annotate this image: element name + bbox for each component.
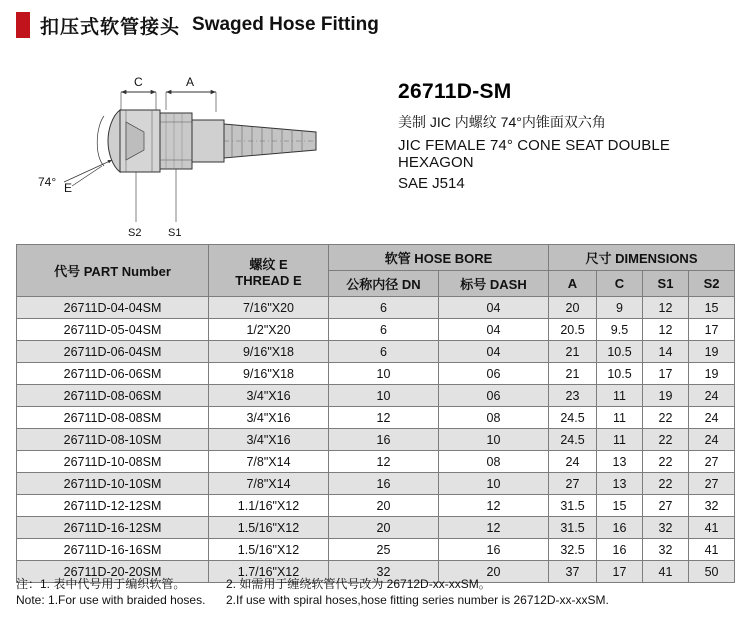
cell-c: 11 [597,407,643,429]
cell-s1: 32 [643,539,689,561]
specification-table [16,244,735,583]
cell-s2: 24 [689,385,735,407]
table-row [17,451,735,473]
cell-part-number: 26711D-10-08SM [17,451,209,473]
cell-s2: 41 [689,517,735,539]
table-row [17,539,735,561]
table-row [17,319,735,341]
col-header-a: A [549,271,597,297]
product-description-en: JIC FEMALE 74° CONE SEAT DOUBLE HEXAGON [398,137,670,171]
cell-a: 27 [549,473,597,495]
cell-c: 9.5 [597,319,643,341]
header-accent-bar [16,12,30,38]
cell-a: 23 [549,385,597,407]
cell-dn: 16 [329,473,439,495]
cell-s1: 22 [643,407,689,429]
note-row-cn [16,576,734,592]
cell-c: 10.5 [597,341,643,363]
cell-a: 37 [549,561,597,583]
cell-dash: 04 [439,341,549,363]
cell-c: 13 [597,451,643,473]
cell-s1: 17 [643,363,689,385]
header-title-en: Swaged Hose Fitting [192,14,379,35]
table-row [17,341,735,363]
cell-thread: 1.5/16"X12 [209,539,329,561]
cell-a: 20 [549,297,597,319]
svg-text:E: E [64,181,73,195]
cell-c: 15 [597,495,643,517]
cell-s1: 41 [643,561,689,583]
cell-dn: 12 [329,407,439,429]
cell-a: 31.5 [549,495,597,517]
cell-dash: 12 [439,495,549,517]
cell-a: 24.5 [549,407,597,429]
svg-text:A: A [186,75,195,89]
cell-s1: 22 [643,473,689,495]
cell-dn: 6 [329,319,439,341]
table-body [17,297,735,583]
cell-s2: 19 [689,363,735,385]
col-header-dn: 公称内径 DN [329,271,439,297]
table-row [17,429,735,451]
cell-s2: 27 [689,473,735,495]
cell-dn: 10 [329,363,439,385]
cell-part-number: 26711D-08-10SM [17,429,209,451]
header-title-cn: 扣压式软管接头 [40,16,181,38]
cell-part-number: 26711D-08-06SM [17,385,209,407]
cell-part-number: 26711D-08-08SM [17,407,209,429]
cell-s1: 19 [643,385,689,407]
cell-part-number: 26711D-04-04SM [17,297,209,319]
col-header-c: C [597,271,643,297]
cell-part-number: 26711D-16-16SM [17,539,209,561]
cell-part-number: 26711D-20-20SM [17,561,209,583]
product-overview [0,42,750,239]
cell-c: 11 [597,429,643,451]
cell-dn: 20 [329,495,439,517]
table-header-row-1 [17,245,735,271]
table-row [17,363,735,385]
col-header-part-number: 代号 PART Number [17,245,209,297]
cell-c: 17 [597,561,643,583]
col-header-s2: S2 [689,271,735,297]
svg-text:S1: S1 [168,227,182,239]
col-header-thread-cn: 螺纹 E [249,256,288,272]
table-row [17,495,735,517]
cell-dash: 16 [439,539,549,561]
cell-s1: 12 [643,319,689,341]
cell-dash: 08 [439,451,549,473]
cell-dash: 04 [439,297,549,319]
cell-s1: 14 [643,341,689,363]
note-cn-2: 2. 如需用于缠绕软管代号改为 26712D-xx-xxSM。 [226,577,491,591]
col-header-hose-bore: 软管 HOSE BORE [329,245,549,271]
svg-text:S2: S2 [128,227,142,239]
cell-thread: 9/16"X18 [209,341,329,363]
cell-dn: 6 [329,341,439,363]
cell-a: 21 [549,363,597,385]
svg-text:C: C [134,75,143,89]
cell-thread: 3/4"X16 [209,385,329,407]
table-row [17,385,735,407]
table-row [17,297,735,319]
cell-s1: 27 [643,495,689,517]
cell-thread: 1/2"X20 [209,319,329,341]
cell-dn: 12 [329,451,439,473]
cell-s1: 32 [643,517,689,539]
cell-part-number: 26711D-16-12SM [17,517,209,539]
cell-a: 20.5 [549,319,597,341]
cell-thread: 1.1/16"X12 [209,495,329,517]
cell-s1: 22 [643,451,689,473]
cell-a: 24 [549,451,597,473]
table-row [17,473,735,495]
cell-dash: 08 [439,407,549,429]
cell-thread: 3/4"X16 [209,429,329,451]
cell-s2: 24 [689,429,735,451]
cell-part-number: 26711D-05-04SM [17,319,209,341]
cell-s1: 22 [643,429,689,451]
cell-thread: 1.5/16"X12 [209,517,329,539]
cell-dash: 20 [439,561,549,583]
cell-c: 9 [597,297,643,319]
cell-s2: 15 [689,297,735,319]
cell-thread: 9/16"X18 [209,363,329,385]
cell-dn: 16 [329,429,439,451]
product-code: 26711D-SM [398,80,512,103]
col-header-thread [209,245,329,297]
col-header-dimensions: 尺寸 DIMENSIONS [549,245,735,271]
product-description-cn: 美制 JIC 内螺纹 74°内锥面双六角 [398,114,606,130]
cell-dash: 04 [439,319,549,341]
cell-s2: 27 [689,451,735,473]
product-info [398,80,738,192]
cell-dn: 6 [329,297,439,319]
cell-part-number: 26711D-06-04SM [17,341,209,363]
cell-part-number: 26711D-10-10SM [17,473,209,495]
col-header-dash: 标号 DASH [439,271,549,297]
cell-part-number: 26711D-06-06SM [17,363,209,385]
cell-a: 21 [549,341,597,363]
col-header-thread-en: THREAD E [235,272,302,288]
cell-c: 13 [597,473,643,495]
cell-c: 16 [597,539,643,561]
cell-dash: 10 [439,473,549,495]
note-cn-1: 注：1. 表中代号用于编织软管。 [16,577,186,591]
cell-dn: 25 [329,539,439,561]
cell-dash: 12 [439,517,549,539]
cell-s2: 50 [689,561,735,583]
cell-s1: 12 [643,297,689,319]
note-en-1: Note: 1.For use with braided hoses. [16,593,206,607]
cell-c: 11 [597,385,643,407]
cell-thread: 7/16"X20 [209,297,329,319]
cell-a: 24.5 [549,429,597,451]
table-row [17,407,735,429]
cell-c: 10.5 [597,363,643,385]
cell-dn: 10 [329,385,439,407]
cell-dn: 32 [329,561,439,583]
product-standard: SAE J514 [398,175,465,192]
cell-s2: 24 [689,407,735,429]
cell-thread: 7/8"X14 [209,473,329,495]
note-row-en [16,592,734,608]
table-head [17,245,735,297]
col-header-s1: S1 [643,271,689,297]
cell-thread: 1.7/16"X12 [209,561,329,583]
table-row [17,517,735,539]
specification-table-wrapper [16,244,734,583]
cell-dash: 06 [439,385,549,407]
cell-part-number: 26711D-12-12SM [17,495,209,517]
cell-dn: 20 [329,517,439,539]
cell-s2: 19 [689,341,735,363]
page-header [0,8,750,42]
cell-a: 31.5 [549,517,597,539]
footer-notes [16,576,734,608]
cell-s2: 32 [689,495,735,517]
cell-dash: 10 [439,429,549,451]
note-en-2: 2.If use with spiral hoses,hose fitting series number is 26712D-xx-xxSM. [226,593,609,607]
fitting-technical-drawing [16,50,346,239]
cell-a: 32.5 [549,539,597,561]
cell-c: 16 [597,517,643,539]
cell-s2: 41 [689,539,735,561]
cell-s2: 17 [689,319,735,341]
cell-dash: 06 [439,363,549,385]
cell-thread: 7/8"X14 [209,451,329,473]
svg-text:74°: 74° [38,175,57,189]
cell-thread: 3/4"X16 [209,407,329,429]
